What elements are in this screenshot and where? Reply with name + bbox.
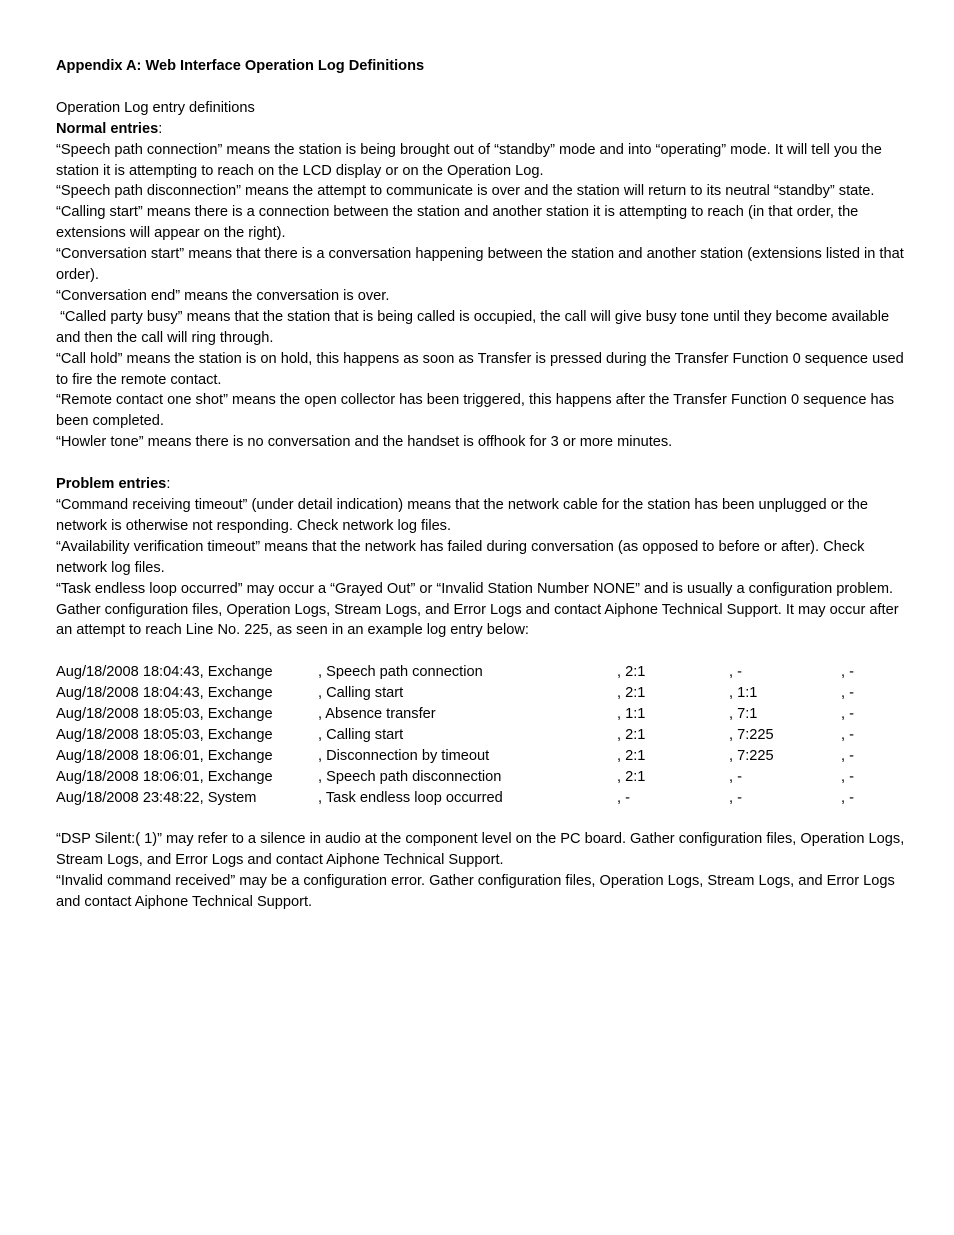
log-event: , Absence transfer — [318, 706, 436, 723]
log-field-a: , - — [617, 789, 630, 806]
document-page — [56, 56, 906, 913]
normal-entry: “Howler tone” means there is no conversation and the handset is offhook for 3 or more minutes. — [56, 434, 673, 451]
log-field-b: , 7:225 — [729, 747, 774, 764]
log-row — [56, 767, 906, 788]
log-row — [56, 704, 906, 725]
problem-entry: “Task endless loop occurred” may occur a “Grayed Out” or “Invalid Station Number NONE” and is usually a configuration problem. Gather configuration files, Operation Logs, Stream Logs, and Error Logs and contact Aiphone Technical Support. It may occur after an attempt to reach Line No. 225, as seen in an example log entry below: — [56, 580, 899, 639]
problem-entry: “DSP Silent:( 1)” may refer to a silence in audio at the component level on the PC board. Gather configuration files, Operation Logs, Stream Logs, and Error Logs and contact Aiphone Technical Support. — [56, 831, 905, 869]
log-date: Aug/18/2008 18:05:03, Exchange — [56, 706, 273, 723]
log-date: Aug/18/2008 18:06:01, Exchange — [56, 747, 273, 764]
normal-heading-text: Normal entries — [56, 120, 159, 137]
log-event: , Speech path connection — [318, 664, 483, 681]
log-field-a: , 2:1 — [617, 768, 646, 785]
log-event: , Calling start — [318, 685, 404, 702]
example-log — [56, 662, 906, 808]
normal-entry: “Conversation start” means that there is a conversation happening between the station and another station (extensions listed in that order). — [56, 246, 904, 284]
log-event: , Disconnection by timeout — [318, 747, 490, 764]
problem-entry: “Invalid command received” may be a configuration error. Gather configuration files, Operation Logs, Stream Logs, and Error Logs and contact Aiphone Technical Support. — [56, 873, 895, 911]
log-field-c: , - — [841, 685, 854, 702]
log-date: Aug/18/2008 18:06:01, Exchange — [56, 768, 273, 785]
log-field-c: , - — [841, 747, 854, 764]
log-field-b: , - — [729, 664, 742, 681]
log-row — [56, 662, 906, 683]
log-row — [56, 725, 906, 746]
log-field-c: , - — [841, 768, 854, 785]
log-date: Aug/18/2008 18:04:43, Exchange — [56, 664, 273, 681]
problem-entries-heading — [56, 474, 906, 495]
spacer — [56, 641, 906, 662]
log-field-b: , - — [729, 768, 742, 785]
problem-heading-colon: : — [166, 476, 171, 493]
log-field-a: , 2:1 — [617, 685, 646, 702]
problem-entry: “Availability verification timeout” means that the network has failed during conversation (as opposed to before or after). Check network log files. — [56, 538, 865, 576]
log-field-c: , - — [841, 726, 854, 743]
log-field-a: , 2:1 — [617, 747, 646, 764]
normal-entry: “Conversation end” means the conversation is over. — [56, 287, 390, 304]
log-event: , Task endless loop occurred — [318, 789, 503, 806]
log-date: Aug/18/2008 23:48:22, System — [56, 789, 257, 806]
log-date: Aug/18/2008 18:04:43, Exchange — [56, 685, 273, 702]
normal-entry: “Called party busy” means that the station that is being called is occupied, the call will give busy tone until they become available and then the call will ring through. — [56, 308, 894, 346]
spacer — [56, 453, 906, 474]
log-row — [56, 683, 906, 704]
log-field-b: , 7:225 — [729, 726, 774, 743]
log-row — [56, 746, 906, 767]
log-field-a: , 2:1 — [617, 726, 646, 743]
log-field-a: , 2:1 — [617, 664, 646, 681]
log-field-a: , 1:1 — [617, 706, 646, 723]
normal-entries-heading — [56, 119, 906, 140]
log-row — [56, 788, 906, 809]
spacer — [56, 808, 906, 829]
problem-entry: “Command receiving timeout” (under detail indication) means that the network cable for the station has been unplugged or the network is otherwise not responding. Check network log files. — [56, 497, 869, 534]
log-field-b: , - — [729, 789, 742, 806]
log-date: Aug/18/2008 18:05:03, Exchange — [56, 726, 273, 743]
log-field-b: , 1:1 — [729, 685, 758, 702]
log-field-c: , - — [841, 706, 854, 723]
problem-heading-text: Problem entries — [56, 476, 167, 493]
log-event: , Speech path disconnection — [318, 768, 502, 785]
log-field-b: , 7:1 — [729, 706, 758, 723]
normal-heading-colon: : — [158, 120, 163, 137]
normal-entry: “Remote contact one shot” means the open collector has been triggered, this happens after the Transfer Function 0 sequence has been completed. — [56, 392, 895, 430]
page-title: Appendix A: Web Interface Operation Log Definitions — [56, 58, 425, 74]
normal-entry: “Call hold” means the station is on hold, this happens as soon as Transfer is pressed during the Transfer Function 0 sequence used to fire the remote contact. — [56, 350, 904, 388]
log-field-c: , - — [841, 789, 854, 806]
normal-entry: “Speech path connection” means the station is being brought out of “standby” mode and into “operating” mode. It will tell you the station it is attempting to reach on the LCD display or on the Operation Log. — [56, 141, 882, 179]
normal-entry: “Speech path disconnection” means the attempt to communicate is over and the station will return to its neutral “standby” state. — [56, 183, 875, 200]
spacer — [56, 77, 906, 98]
section-subtitle: Operation Log entry definitions — [56, 99, 255, 116]
log-field-c: , - — [841, 664, 854, 681]
log-event: , Calling start — [318, 726, 404, 743]
normal-entry: “Calling start” means there is a connection between the station and another station it is attempting to reach (in that order, the extensions will appear on the right). — [56, 204, 859, 242]
